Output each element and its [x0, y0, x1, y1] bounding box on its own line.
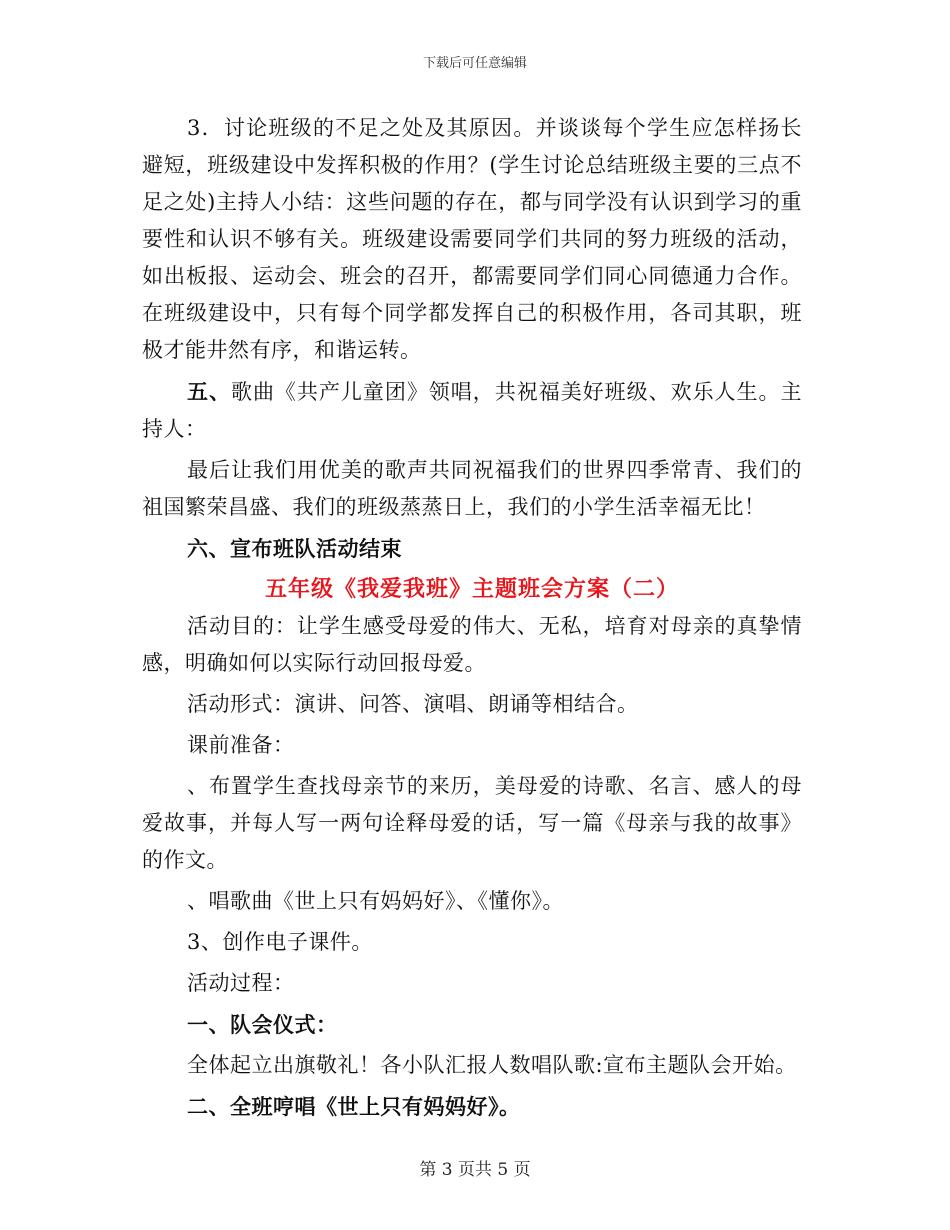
- paragraph-song-text: 歌曲《共产儿童团》领唱，共祝福美好班级、欢乐人生。主持人：: [142, 380, 803, 441]
- paragraph-prep-2: 、唱歌曲《世上只有妈妈好》、《懂你》。: [187, 889, 564, 913]
- heading-ceremony: 一、队会仪式：: [187, 1012, 338, 1037]
- section-number: 五、: [187, 379, 231, 404]
- paragraph-discussion: 3．讨论班级的不足之处及其原因。并谈谈每个学生应怎样扬长避短，班级建设中发挥积极的作用？(学生讨论总结班级主要的三点不足之处)主持人小结：这些问题的存在，都与同学没有认识到学习的重要性和认识不够有关。班级建设需要同学们共同的努力班级的活动，如出板报、运动会、班会的召开，都需要同学们同心同德通力合作。在班级建设中，只有每个同学都发挥自己的积极作用，各司其职，班极才能井然有序，和谐运转。: [142, 116, 802, 362]
- section-title: 五年级《我爱我班》主题班会方案（二）: [264, 576, 679, 602]
- document-body: [142, 110, 802, 1125]
- paragraph-prep-3: 3、创作电子课件。: [187, 930, 373, 954]
- paragraph-prep: 课前准备：: [187, 733, 295, 757]
- paragraph-prep-1: 、布置学生查找母亲节的来历，美母爱的诗歌、名言、感人的母爱故事，并每人写一两句诠释母爱的话，写一篇《母亲与我的故事》的作文。: [142, 774, 802, 872]
- paragraph-purpose: 活动目的：让学生感受母爱的伟大、无私，培育对母亲的真挚情感，明确如何以实际行动回报母爱。: [142, 614, 802, 675]
- heading-sing: 二、全班哼唱《世上只有妈妈好》。: [187, 1094, 521, 1119]
- page-footer: 第 3 页共 5 页: [419, 1160, 531, 1180]
- heading-end-activity: 六、宣布班队活动结束: [187, 536, 402, 561]
- paragraph-form: 活动形式：演讲、问答、演唱、朗诵等相结合。: [187, 692, 639, 716]
- paragraph-song: [142, 373, 802, 448]
- paragraph-process: 活动过程：: [187, 971, 295, 995]
- paragraph-ceremony: 全体起立出旗敬礼！各小队汇报人数唱队歌:宣布主题队会开始。: [187, 1053, 797, 1077]
- paragraph-blessing: 最后让我们用优美的歌声共同祝福我们的世界四季常青、我们的祖国繁荣昌盛、我们的班级蒸蒸日上，我们的小学生活幸福无比！: [142, 458, 802, 519]
- page-header: 下载后可任意编辑: [422, 56, 527, 71]
